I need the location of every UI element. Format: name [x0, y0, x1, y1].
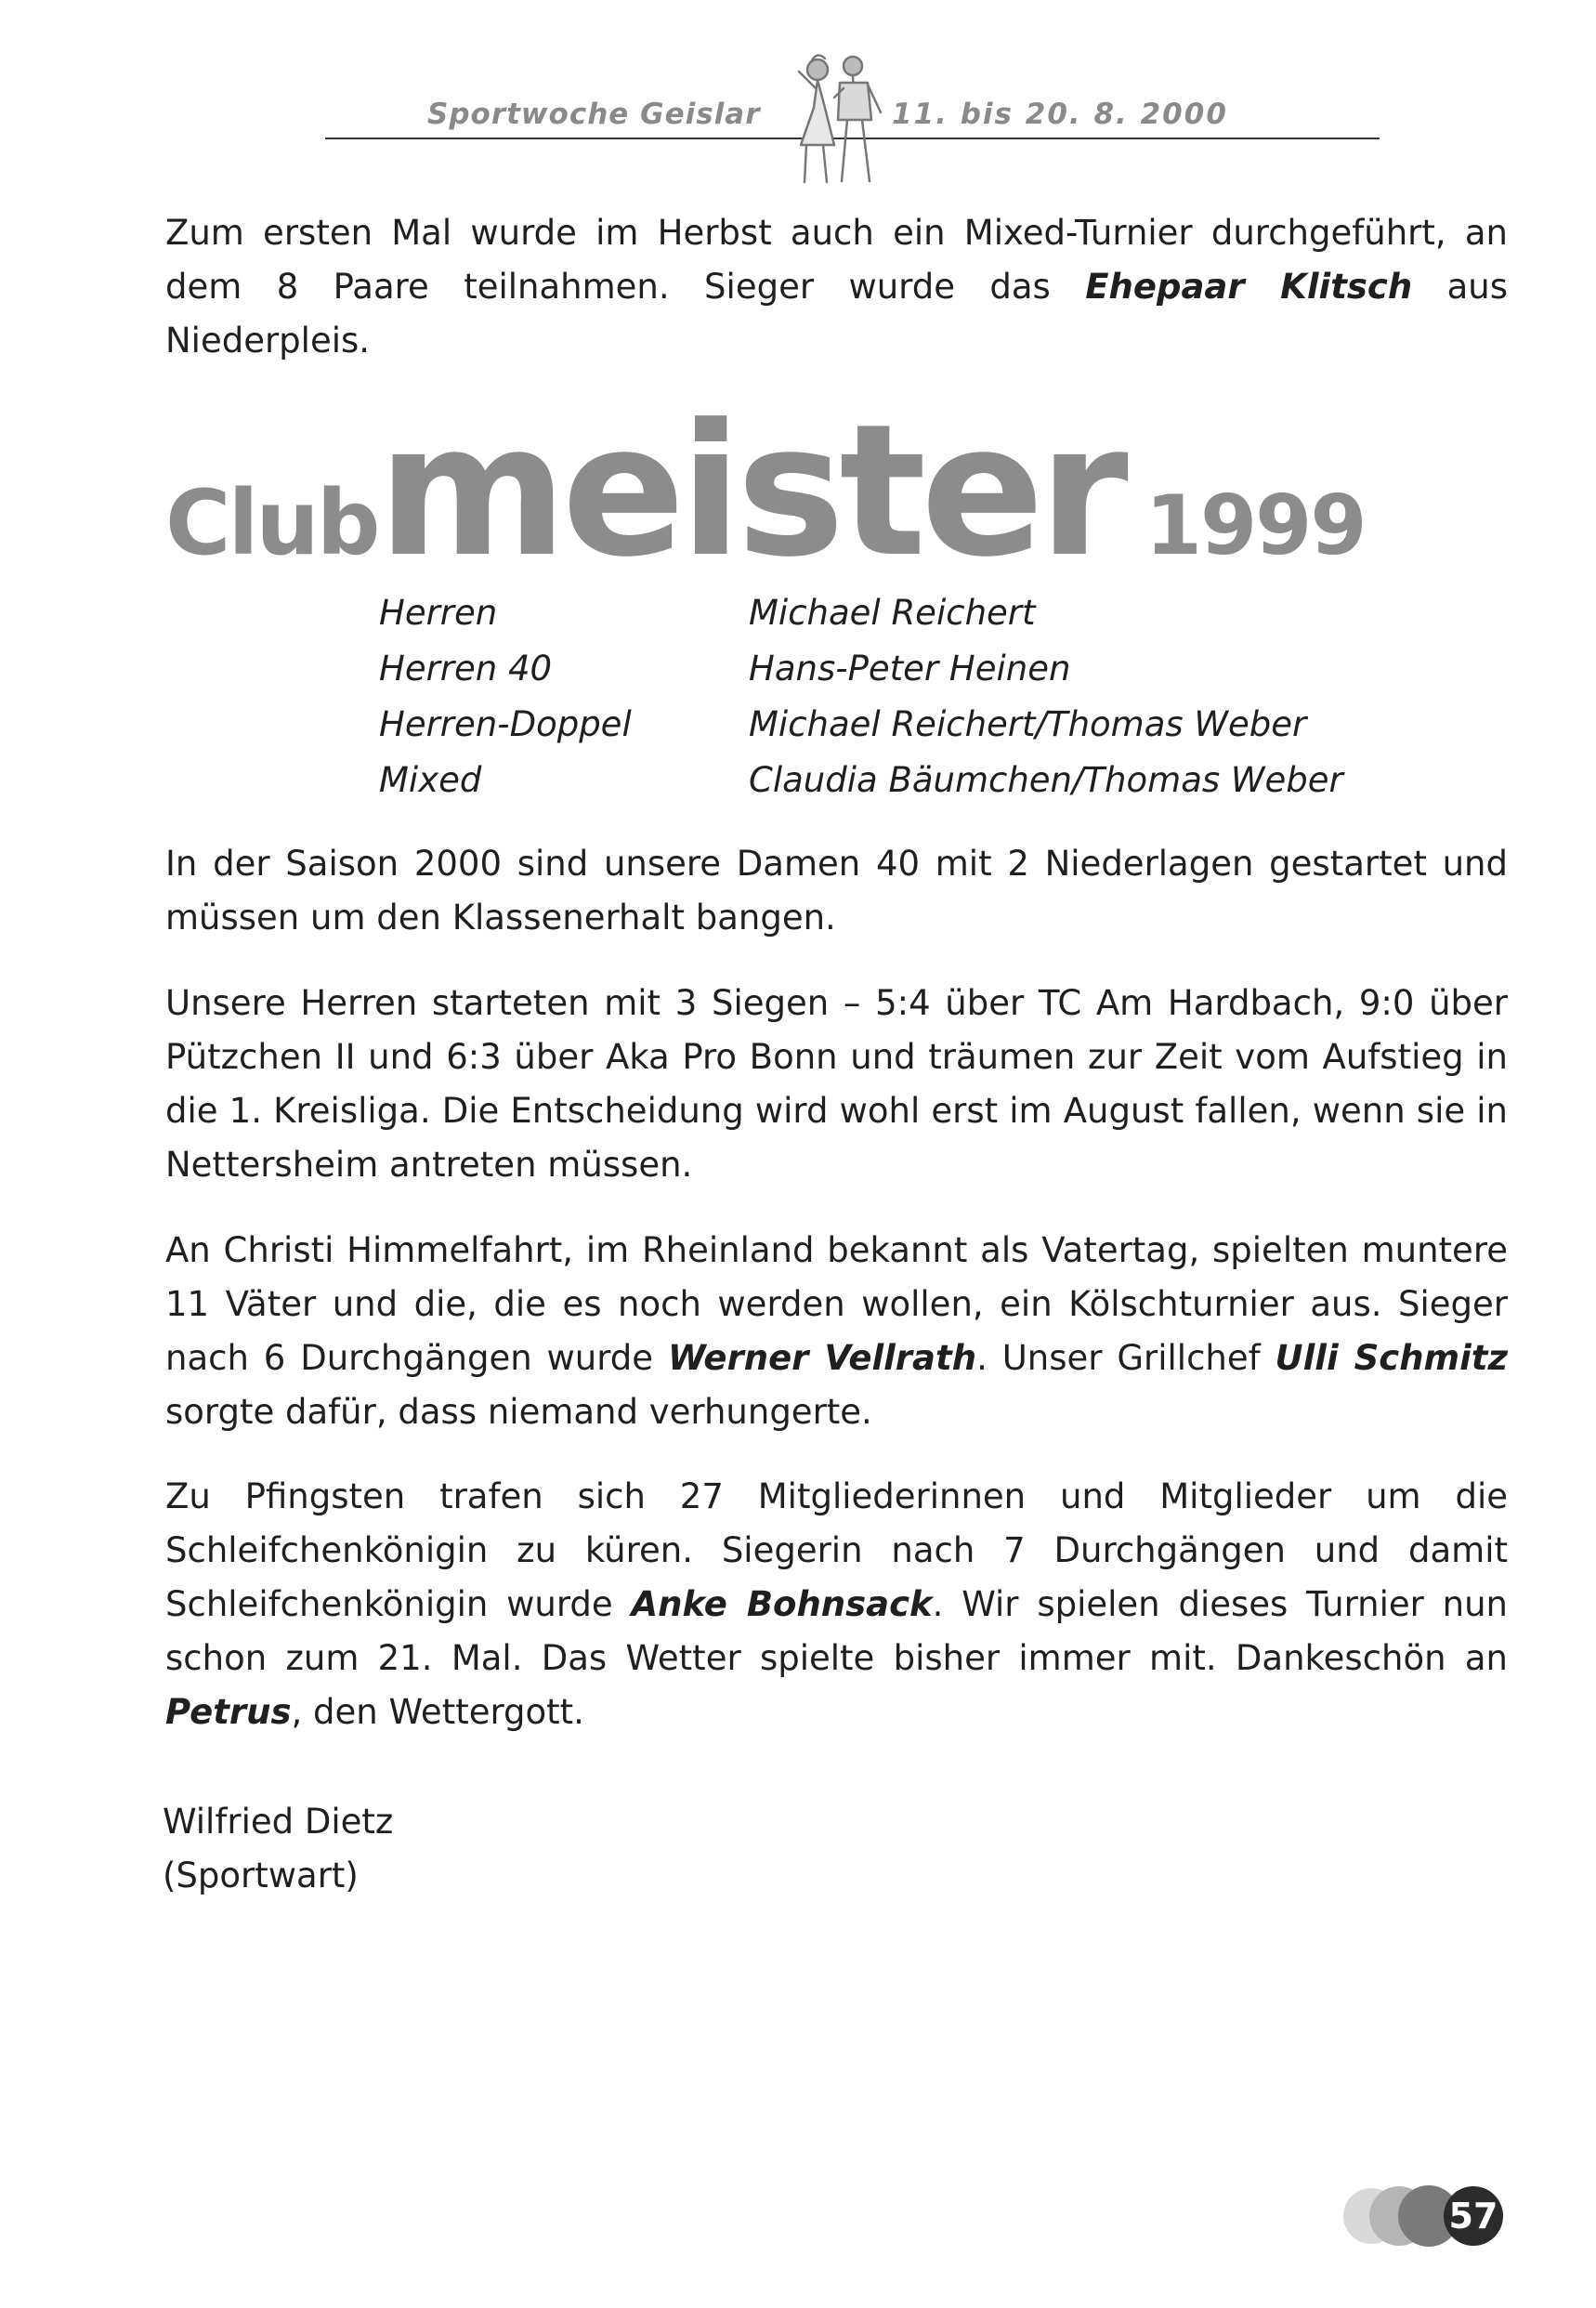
champion-row [379, 697, 1447, 753]
pfingsten-text-2: . Wir spielen dieses Turnier nun schon zum 21. Mal. Das Wetter spielte bisher immer mit. Dankeschön an [165, 1584, 1509, 1678]
damen-paragraph: In der Saison 2000 sind unsere Damen 40 mit 2 Niederlagen gestartet und müssen um den Klassenerhalt bangen. [165, 844, 1508, 938]
vatertag-text-2: . Unser Grillchef [976, 1338, 1275, 1378]
champion-name: Michael Reichert/Thomas Weber [749, 704, 1307, 744]
dancing-couple-icon [778, 42, 890, 209]
vatertag-grillchef: Ulli Schmitz [1275, 1338, 1509, 1378]
champion-category: Herren 40 [379, 649, 553, 688]
header-event-dates: 11. bis 20. 8. 2000 [892, 98, 1228, 131]
champion-category: Mixed [379, 760, 482, 800]
page-title [165, 386, 1512, 597]
vatertag-paragraph [165, 1224, 1508, 1439]
intro-paragraph [165, 206, 1508, 368]
header-event-name: Sportwoche Geislar [427, 98, 761, 131]
pfingsten-petrus: Petrus [165, 1692, 292, 1732]
pfingsten-paragraph [165, 1470, 1508, 1739]
champion-category: Herren-Doppel [379, 704, 632, 744]
page-number-badge [1338, 2179, 1505, 2253]
vatertag-text-3: sorgte dafür, dass niemand verhungerte. [165, 1392, 872, 1432]
herren-paragraph: Unsere Herren starteten mit 3 Siegen – 5:4 über TC Am Hardbach, 9:0 über Pützchen II und 6:3 über Aka Pro Bonn und träumen zur Zeit vom Aufstieg in die 1. Kreisliga. Die Entscheidung wird wohl erst im August fallen, wenn sie in Nettersheim antreten müssen. [165, 983, 1508, 1185]
title-club: Club [165, 471, 378, 575]
vatertag-winner: Werner Vellrath [667, 1338, 977, 1378]
page-number: 57 [1448, 2196, 1498, 2236]
champion-row [379, 641, 1447, 697]
title-year: 1999 [1145, 478, 1366, 573]
page-header [325, 88, 1380, 153]
champion-row [379, 753, 1447, 808]
champion-name: Hans-Peter Heinen [749, 649, 1071, 688]
pfingsten-winner: Anke Bohnsack [631, 1584, 933, 1624]
intro-text-before: Zum ersten Mal wurde im Herbst auch ein Mixed-Turnier durchgeführt, an dem 8 Paare teilnahmen. Sieger wurde das [165, 213, 1508, 307]
champion-name: Michael Reichert [749, 593, 1036, 633]
intro-text-after: aus Niederpleis. [165, 267, 1508, 361]
title-meister: meister [377, 386, 1123, 597]
champion-name: Claudia Bäumchen/Thomas Weber [749, 760, 1343, 800]
signature-name: Wilfried Dietz [163, 1802, 394, 1842]
pfingsten-text-3: , den Wettergott. [291, 1692, 584, 1732]
signature-role: (Sportwart) [163, 1856, 359, 1895]
champion-category: Herren [379, 593, 498, 633]
intro-highlight-winner: Ehepaar Klitsch [1085, 267, 1413, 307]
vatertag-text-1: An Christi Himmelfahrt, im Rheinland bekannt als Vatertag, spielten muntere 11 Väter und die, die es noch werden wollen, ein Kölschturnier aus. Sieger nach 6 Durchgängen wurde [165, 1230, 1508, 1378]
champions-list [379, 585, 1447, 808]
pfingsten-text-1: Zu Pfingsten trafen sich 27 Mitgliederinnen und Mitglieder um die Schleifchenkönigin zu küren. Siegerin nach 7 Durchgängen und damit Schleifchenkönigin wurde [165, 1476, 1508, 1624]
champion-row [379, 585, 1447, 641]
